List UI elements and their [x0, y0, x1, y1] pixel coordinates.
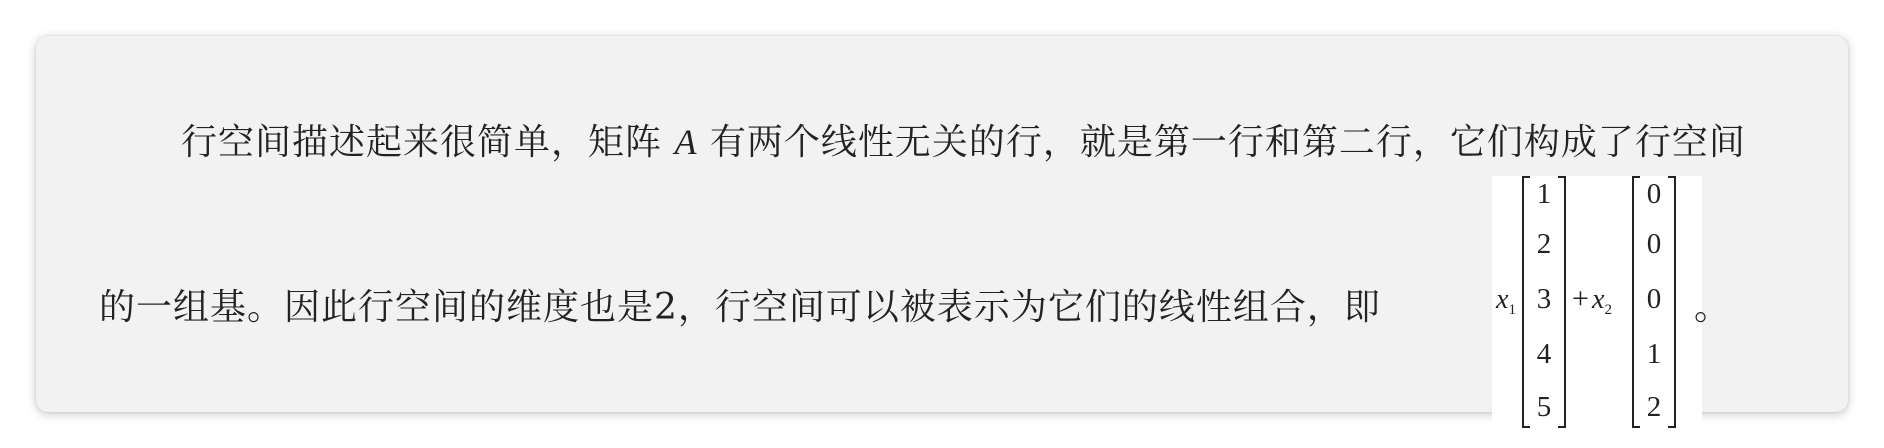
column-vector-1 — [1522, 176, 1566, 428]
coefficient-x2 — [1592, 284, 1612, 319]
column-vector-2 — [1632, 176, 1676, 428]
vector2-entry: 0 — [1646, 178, 1662, 210]
coefficient-x2-letter: x — [1592, 284, 1605, 315]
paragraph-line-2: 的一组基。因此行空间的维度也是2，行空间可以被表示为它们的线性组合，即 — [99, 287, 1381, 328]
vector2-entry: 2 — [1646, 391, 1662, 423]
line1-text-b: 有两个线性无关的行，就是第一行和第二行，它们构成了行空间 — [709, 122, 1746, 163]
line1-text-a: 行空间描述起来很简单，矩阵 — [181, 122, 663, 163]
coefficient-x1 — [1496, 284, 1516, 319]
vector2-entry: 1 — [1646, 338, 1662, 370]
vector2-entry: 0 — [1646, 283, 1662, 315]
vector1-entry: 2 — [1536, 228, 1552, 260]
vector2-entry: 0 — [1646, 228, 1662, 260]
content-card — [36, 36, 1848, 423]
vector1-entry: 5 — [1536, 391, 1552, 423]
sentence-period: 。 — [1694, 287, 1731, 328]
coefficient-x1-letter: x — [1496, 284, 1509, 315]
coefficient-x2-subscript: 2 — [1604, 302, 1612, 318]
paragraph-line-1 — [181, 114, 1746, 165]
plus-sign: + — [1572, 282, 1589, 315]
vector1-entry: 1 — [1536, 178, 1552, 210]
coefficient-x1-subscript: 1 — [1508, 302, 1516, 318]
linear-combination-formula — [1492, 176, 1702, 432]
vector1-entry: 3 — [1536, 283, 1552, 315]
matrix-symbol: A — [674, 122, 698, 162]
vector1-entry: 4 — [1536, 338, 1552, 370]
